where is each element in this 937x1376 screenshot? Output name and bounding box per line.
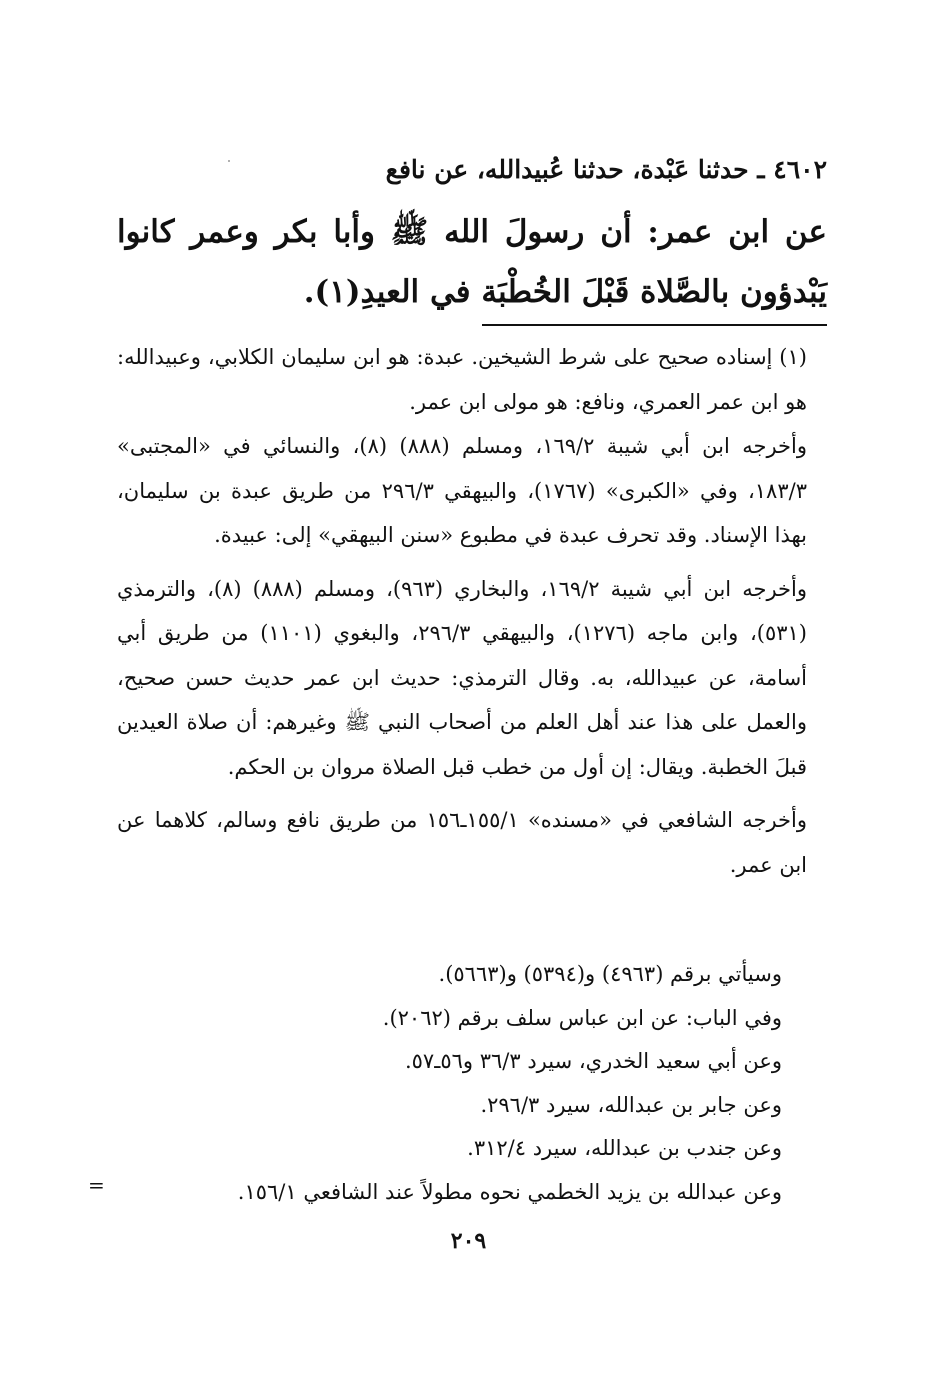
- reference-line: وعن جابر بن عبدالله، سيرد ٢٩٦/٣.: [480, 1092, 782, 1117]
- footnotes: [117, 335, 827, 887]
- hadith-text: عن ابن عمر: أن رسولَ الله ﷺ وأبا بكر وعمر كانوا يَبْدؤون بالصَّلاة قَبْلَ الخُطْبَة في العيدِ(١).: [117, 214, 827, 310]
- footnote-paragraph-2: وأخرجه ابن أبي شيبة ١٦٩/٢، ومسلم (٨٨٨) (٨)، والنسائي في «المجتبى» ١٨٣/٣، وفي «الكبرى» (١٧٦٧)، والبيهقي ٢٩٦/٣ من طريق عبدة بن سليمان، بهذا الإسناد. وقد تحرف عبدة في مطبوع «سنن البيهقي» إلى: عبيدة.: [117, 434, 807, 547]
- reference-list: [122, 953, 782, 1214]
- continuation-mark: =: [88, 1173, 105, 1197]
- footnote-separator: [482, 324, 827, 326]
- footnote-1: (١) إسناده صحيح على شرط الشيخين. عبدة: هو ابن سليمان الكلابي، وعبيدالله: هو ابن عمر العمري، ونافع: هو مولى ابن عمر.: [117, 345, 807, 414]
- reference-line: وفي الباب: عن ابن عباس سلف برقم (٢٠٦٢).: [382, 1005, 782, 1030]
- reference-line: وسيأتي برقم (٤٩٦٣) و(٥٣٩٤) و(٥٦٦٣).: [438, 962, 782, 986]
- footnote-paragraph-3: وأخرجه ابن أبي شيبة ١٦٩/٢، والبخاري (٩٦٣)، ومسلم (٨٨٨) (٨)، والترمذي (٥٣١)، وابن ماجه (١٢٧٦)، والبيهقي ٢٩٦/٣، والبغوي (١١٠١) من طريق أبي أسامة، عن عبيدالله، به. وقال الترمذي: حديث ابن عمر حديث حسن صحيح، والعمل على هذا عند أهل العلم من أصحاب النبي ﷺ وغيرهم: أن صلاة العيدين قبلَ الخطبة. ويقال: إن أول من خطب قبل الصلاة مروان بن الحكم.: [117, 576, 807, 779]
- reference-line: وعن عبدالله بن يزيد الخطمي نحوه مطولاً عند الشافعي ١٥٦/١.: [237, 1179, 782, 1204]
- reference-line: وعن أبي سعيد الخدري، سيرد ٣٦/٣ و٥٦ـ٥٧.: [404, 1049, 782, 1073]
- reference-line: وعن جندب بن عبدالله، سيرد ٣١٢/٤.: [467, 1136, 782, 1160]
- page-number: ٢٠٩: [450, 1228, 487, 1254]
- footnote-paragraph-4: وأخرجه الشافعي في «مسنده» ١٥٥/١ـ١٥٦ من طريق نافع وسالم، كلاهما عن ابن عمر.: [117, 808, 807, 877]
- hadith-heading: ٤٦٠٢ ـ حدثنا عَبْدة، حدثنا عُبيدالله، عن نافع: [385, 155, 827, 184]
